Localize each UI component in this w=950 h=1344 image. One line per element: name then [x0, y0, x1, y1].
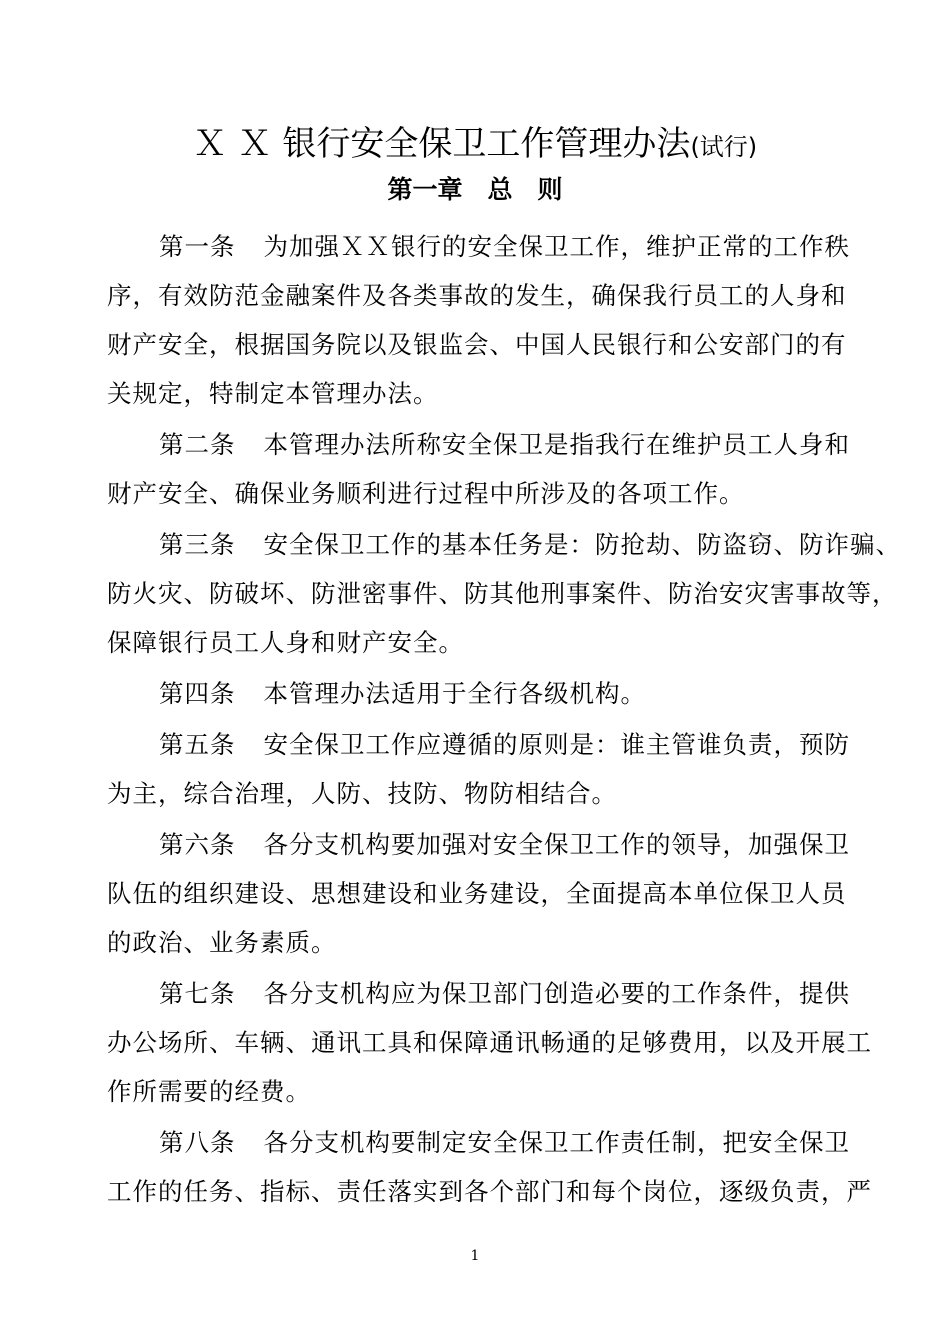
article-line	[107, 820, 849, 869]
article-line	[107, 720, 849, 769]
article-text: 队伍的组织建设、思想建设和业务建设，全面提高本单位保卫人员	[107, 879, 847, 908]
article-line	[107, 520, 901, 569]
article-label: 第四条	[159, 679, 236, 708]
article-text: 工作的任务、指标、责任落实到各个部门和每个岗位，逐级负责，严	[107, 1177, 872, 1206]
article-label: 第八条	[159, 1128, 236, 1157]
article-line	[107, 618, 849, 667]
article-line	[107, 918, 849, 967]
article-paragraph	[107, 669, 849, 718]
chapter-heading: 第一章 总 则	[387, 175, 563, 204]
page-number: 1	[470, 1248, 480, 1264]
article-text: 保障银行员工人身和财产安全。	[107, 628, 464, 657]
article-label: 第七条	[159, 979, 236, 1008]
article-text: 防火灾、防破坏、防泄密事件、防其他刑事案件、防治安灾害事故等，	[107, 579, 898, 608]
article-line	[107, 469, 849, 518]
article-label: 第五条	[159, 730, 236, 759]
article-line	[107, 669, 849, 718]
article-line	[107, 869, 849, 918]
article-line	[107, 271, 849, 320]
article-line	[107, 1167, 872, 1216]
article-label: 第三条	[159, 530, 236, 559]
article-paragraph	[107, 820, 849, 967]
article-text: 本管理办法所称安全保卫是指我行在维护员工人身和	[263, 430, 850, 459]
article-text: 办公场所、车辆、通讯工具和保障通讯畅通的足够费用，以及开展工	[107, 1028, 872, 1057]
article-text: 各分支机构要制定安全保卫工作责任制，把安全保卫	[263, 1128, 850, 1157]
article-paragraph	[107, 720, 849, 818]
article-text: 作所需要的经费。	[107, 1077, 311, 1106]
article-text: 财产安全、确保业务顺利进行过程中所涉及的各项工作。	[107, 479, 745, 508]
article-label: 第六条	[159, 830, 236, 859]
article-text: 财产安全，根据国务院以及银监会、中国人民银行和公安部门的有	[107, 330, 847, 359]
article-text: 为加强ＸＸ银行的安全保卫工作，维护正常的工作秩	[263, 232, 850, 261]
article-text: 序，有效防范金融案件及各类事故的发生，确保我行员工的人身和	[107, 281, 847, 310]
article-paragraph	[107, 222, 849, 418]
article-line	[107, 222, 849, 271]
article-line	[107, 769, 849, 818]
article-text: 为主，综合治理，人防、技防、物防相结合。	[107, 779, 617, 808]
title-text: Ｘ Ｘ 银行安全保卫工作管理办法	[192, 124, 691, 164]
article-line	[107, 969, 849, 1018]
article-text: 的政治、业务素质。	[107, 928, 337, 957]
article-text: 关规定，特制定本管理办法。	[107, 379, 439, 408]
article-label: 第二条	[159, 430, 236, 459]
article-line	[107, 369, 849, 418]
article-line	[107, 1118, 849, 1167]
article-text: 各分支机构应为保卫部门创造必要的工作条件，提供	[263, 979, 850, 1008]
article-paragraph	[107, 520, 901, 667]
document-title	[0, 120, 950, 171]
article-line	[107, 1067, 849, 1116]
article-line	[107, 569, 898, 618]
article-text: 各分支机构要加强对安全保卫工作的领导，加强保卫	[263, 830, 850, 859]
article-text: 安全保卫工作应遵循的原则是：谁主管谁负责，预防	[263, 730, 850, 759]
article-text: 安全保卫工作的基本任务是：防抢劫、防盗窃、防诈骗、	[263, 530, 901, 559]
article-paragraph	[107, 1118, 872, 1216]
article-line	[107, 420, 849, 469]
article-paragraph	[107, 420, 849, 518]
article-paragraph	[107, 969, 872, 1116]
title-suffix: (试行)	[690, 133, 758, 161]
article-text: 本管理办法适用于全行各级机构。	[263, 679, 646, 708]
article-line	[107, 1018, 872, 1067]
article-list	[107, 222, 901, 1218]
article-line	[107, 320, 849, 369]
article-label: 第一条	[159, 232, 236, 261]
